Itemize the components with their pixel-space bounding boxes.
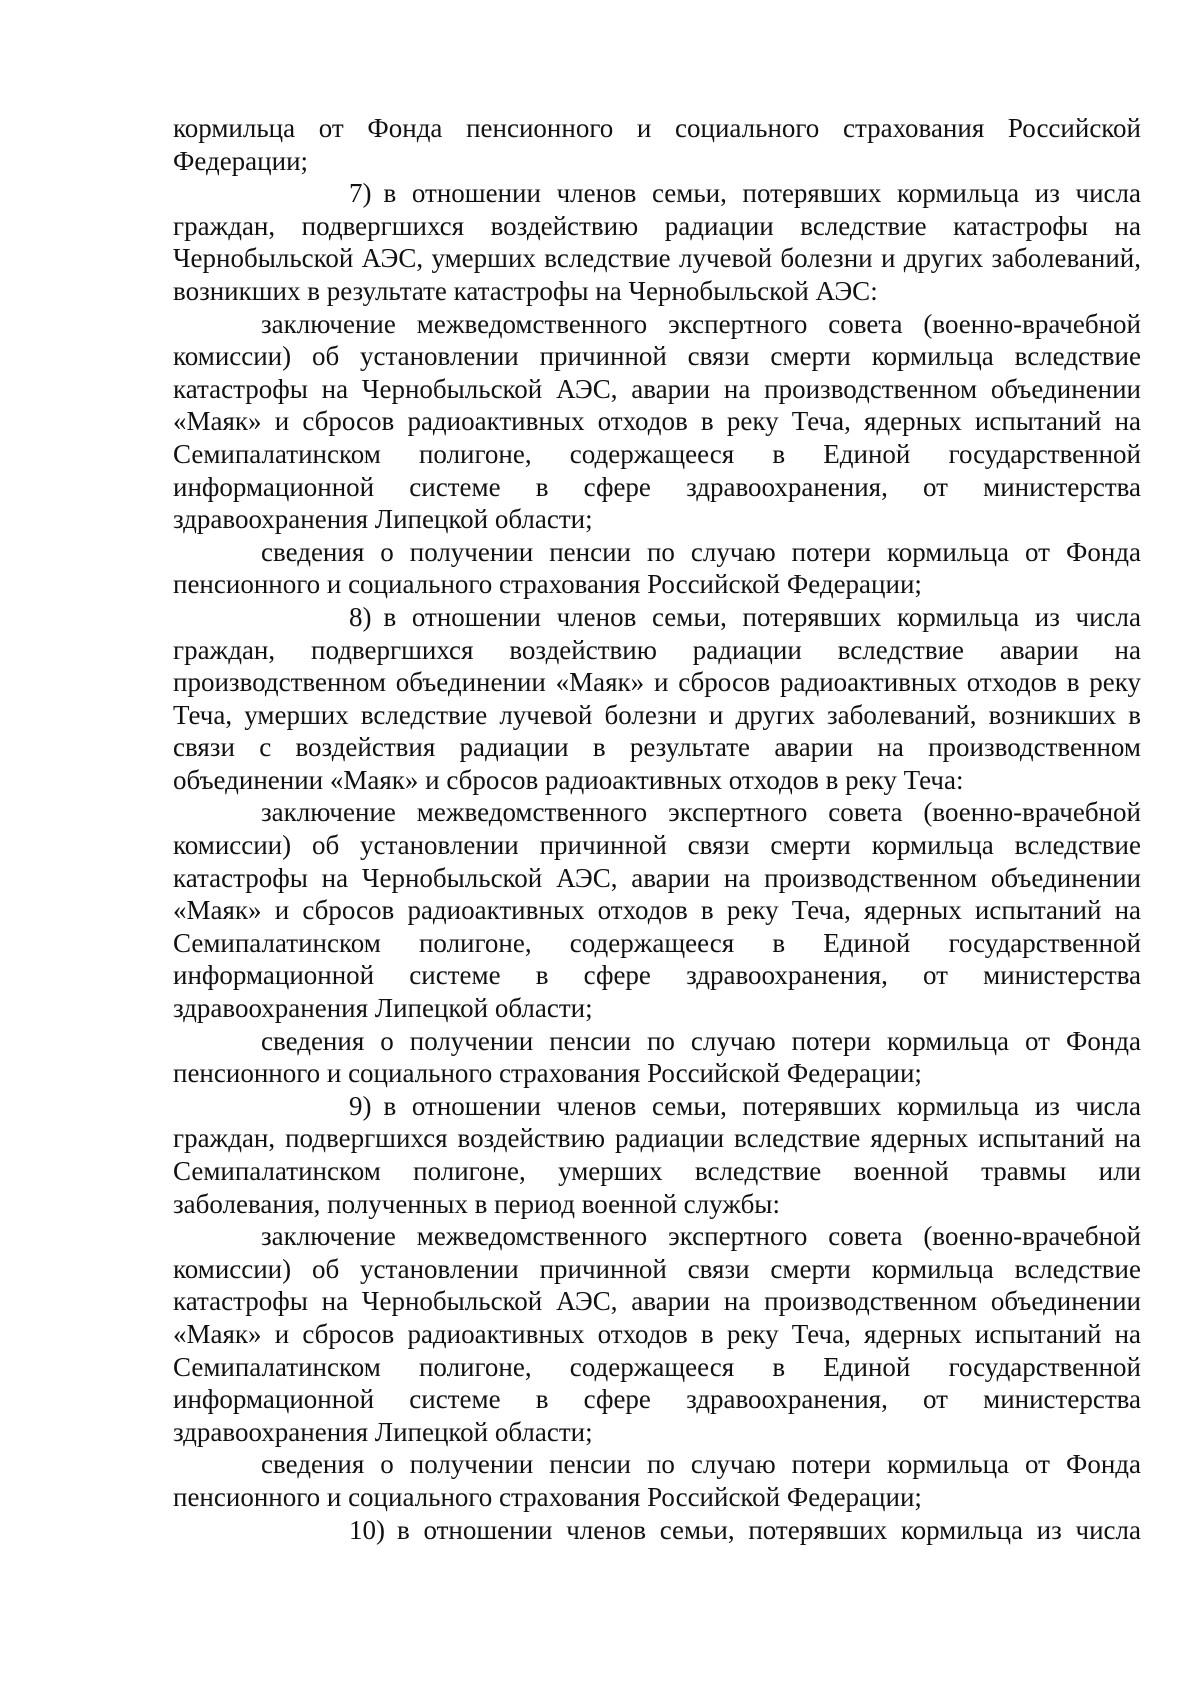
- paragraph-conclusion: [173, 796, 1141, 1024]
- paragraph-pension-info: [173, 1025, 1141, 1090]
- list-item-8: [173, 601, 1141, 797]
- paragraph-text: заключение межведомственного экспертного совета (военно-врачебной комиссии) об установлении причинной связи смерти кормильца вследствие катастрофы на Чернобыльской АЭС, аварии на производственном объединении «Маяк» и сбросов радиоактивных отходов в реку Теча, ядерных испытаний на Семипалатинском полигоне, содержащееся в Единой государственной информационной системе в сфере здравоохранения, от министерства здравоохранения Липецкой области;: [173, 1221, 1141, 1447]
- paragraph-text: сведения о получении пенсии по случаю потери кормильца от Фонда пенсионного и социального страхования Российской Федерации;: [173, 1449, 1141, 1512]
- paragraph-text: в отношении членов семьи, потерявших кормильца из числа: [397, 1514, 1141, 1545]
- paragraph-continuation: [173, 112, 1141, 177]
- paragraph-text: заключение межведомственного экспертного совета (военно-врачебной комиссии) об установлении причинной связи смерти кормильца вследствие катастрофы на Чернобыльской АЭС, аварии на производственном объединении «Маяк» и сбросов радиоактивных отходов в реку Теча, ядерных испытаний на Семипалатинском полигоне, содержащееся в Единой государственной информационной системе в сфере здравоохранения, от министерства здравоохранения Липецкой области;: [173, 797, 1141, 1024]
- list-item-9: [173, 1090, 1141, 1220]
- paragraph-conclusion: [173, 1220, 1141, 1448]
- list-item-10: [173, 1514, 1141, 1547]
- paragraph-text: в отношении членов семьи, потерявших кормильца из числа граждан, подвергшихся воздействию радиации вследствие катастрофы на Чернобыльской АЭС, умерших вследствие лучевой болезни и других заболеваний, возникших в результате катастрофы на Чернобыльской АЭС:: [173, 178, 1141, 306]
- item-number: 7): [349, 178, 372, 209]
- paragraph-text: в отношении членов семьи, потерявших кормильца из числа граждан, подвергшихся воздействию радиации вследствие аварии на производственном объединении «Маяк» и сбросов радиоактивных отходов в реку Теча, умерших вследствие лучевой болезни и других заболеваний, возникших в связи с воздействия радиации в результате аварии на производственном объединении «Маяк» и сбросов радиоактивных отходов в реку Теча:: [173, 601, 1141, 795]
- paragraph-pension-info: [173, 1448, 1141, 1513]
- paragraph-text: кормильца от Фонда пенсионного и социального страхования Российской Федерации;: [173, 113, 1141, 176]
- item-number: 8): [349, 601, 372, 632]
- document-body: [173, 112, 1141, 1546]
- paragraph-conclusion: [173, 308, 1141, 536]
- list-item-7: [173, 177, 1141, 307]
- paragraph-pension-info: [173, 536, 1141, 601]
- paragraph-text: сведения о получении пенсии по случаю потери кормильца от Фонда пенсионного и социального страхования Российской Федерации;: [173, 1025, 1141, 1089]
- paragraph-text: заключение межведомственного экспертного совета (военно-врачебной комиссии) об установлении причинной связи смерти кормильца вследствие катастрофы на Чернобыльской АЭС, аварии на производственном объединении «Маяк» и сбросов радиоактивных отходов в реку Теча, ядерных испытаний на Семипалатинском полигоне, содержащееся в Единой государственной информационной системе в сфере здравоохранения, от министерства здравоохранения Липецкой области;: [173, 308, 1141, 535]
- item-number: 9): [349, 1090, 372, 1121]
- paragraph-text: в отношении членов семьи, потерявших кормильца из числа граждан, подвергшихся воздействию радиации вследствие ядерных испытаний на Семипалатинском полигоне, умерших вследствие военной травмы или заболевания, полученных в период военной службы:: [173, 1090, 1141, 1219]
- item-number: 10): [349, 1514, 385, 1545]
- paragraph-text: сведения о получении пенсии по случаю потери кормильца от Фонда пенсионного и социального страхования Российской Федерации;: [173, 536, 1141, 600]
